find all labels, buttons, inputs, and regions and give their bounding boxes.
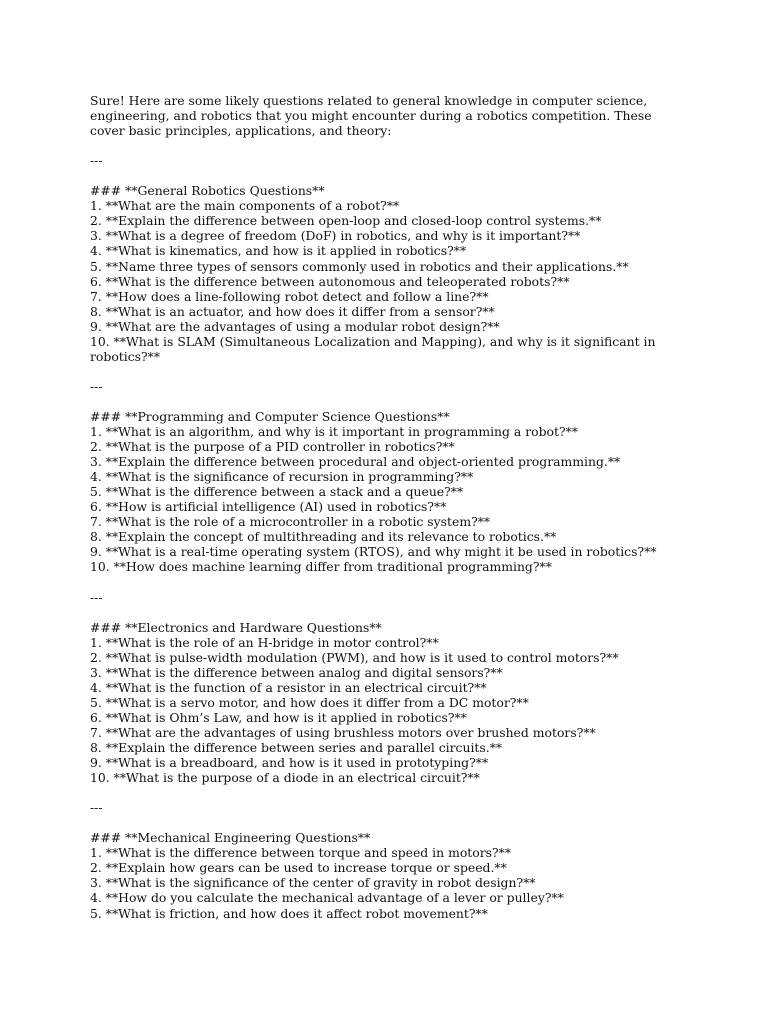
blank-line [90,138,680,153]
section-heading: ### **Mechanical Engineering Questions** [90,830,371,846]
section-heading: ### **General Robotics Questions** [90,183,325,199]
intro-paragraph [90,93,680,138]
question-line: 3. **Explain the difference between procedural and object-oriented programming.** [90,454,621,470]
question-line: 1. **What is an algorithm, and why is it important in programming a robot?** [90,424,579,440]
question-line: robotics?** [90,348,161,364]
blank-line [90,605,680,620]
section-mechanical-engineering [90,830,680,920]
question-line: 1. **What is the difference between torque and speed in motors?** [90,845,512,861]
section-general-robotics [90,183,680,364]
question-line: 7. **What are the advantages of using brushless motors over brushed motors?** [90,724,596,740]
question-line: 8. **Explain the concept of multithreading and its relevance to robotics.** [90,529,557,545]
question-line: 5. **What is the difference between a stack and a queue?** [90,484,464,500]
question-line: 9. **What are the advantages of using a modular robot design?** [90,318,500,334]
question-line: 7. **What is the role of a microcontroller in a robotic system?** [90,514,491,530]
question-line: 6. **What is the difference between autonomous and teleoperated robots?** [90,273,570,289]
question-line: 2. **What is pulse-width modulation (PWM), and how is it used to control motors?** [90,649,619,665]
question-line: 9. **What is a breadboard, and how is it used in prototyping?** [90,755,489,771]
separator: --- [90,378,103,394]
question-line: 3. **What is the significance of the center of gravity in robot design?** [90,875,536,891]
question-line: 1. **What is the role of an H-bridge in motor control?** [90,634,439,650]
intro-line: engineering, and robotics that you might encounter during a robotics competition. These [90,108,652,124]
question-line: 10. **What is the purpose of a diode in an electrical circuit?** [90,770,480,786]
question-line: 5. **What is a servo motor, and how does it differ from a DC motor?** [90,694,529,710]
question-line: 3. **What is a degree of freedom (DoF) in robotics, and why is it important?** [90,228,581,244]
document-body [90,93,680,921]
question-line: 10. **How does machine learning differ from traditional programming?** [90,559,552,575]
blank-line [90,575,680,590]
intro-line: Sure! Here are some likely questions related to general knowledge in computer science, [90,93,648,108]
separator: --- [90,800,103,816]
section-heading: ### **Electronics and Hardware Questions** [90,619,382,635]
question-line: 4. **How do you calculate the mechanical advantage of a lever or pulley?** [90,890,564,906]
question-line: 5. **Name three types of sensors commonly used in robotics and their applications.** [90,258,629,274]
blank-line [90,394,680,409]
question-line: 7. **How does a line-following robot detect and follow a line?** [90,288,489,304]
question-line: 6. **What is Ohm’s Law, and how is it applied in robotics?** [90,709,467,725]
question-line: 2. **What is the purpose of a PID controller in robotics?** [90,439,455,455]
question-line: 8. **What is an actuator, and how does it differ from a sensor?** [90,303,495,319]
question-line: 5. **What is friction, and how does it affect robot movement?** [90,905,488,921]
blank-line [90,364,680,379]
intro-line: cover basic principles, applications, and theory: [90,123,392,139]
question-line: 6. **How is artificial intelligence (AI) used in robotics?** [90,499,447,515]
question-line: 4. **What is the significance of recursion in programming?** [90,469,474,485]
section-electronics-hardware [90,620,680,786]
question-line: 4. **What is the function of a resistor in an electrical circuit?** [90,679,487,695]
question-line: 1. **What are the main components of a robot?** [90,198,400,214]
question-line: 10. **What is SLAM (Simultaneous Localization and Mapping), and why is it significant in [90,333,656,349]
blank-line [90,815,680,830]
question-line: 3. **What is the difference between analog and digital sensors?** [90,664,503,680]
blank-line [90,168,680,183]
question-line: 8. **Explain the difference between series and parallel circuits.** [90,740,503,756]
section-programming-cs [90,409,680,575]
section-heading: ### **Programming and Computer Science Questions** [90,408,450,424]
question-line: 9. **What is a real-time operating system (RTOS), and why might it be used in robotics?** [90,544,657,560]
question-line: 2. **Explain the difference between open-loop and closed-loop control systems.** [90,213,602,229]
separator: --- [90,589,103,605]
separator: --- [90,153,103,169]
question-line: 2. **Explain how gears can be used to increase torque or speed.** [90,860,507,876]
blank-line [90,785,680,800]
question-line: 4. **What is kinematics, and how is it applied in robotics?** [90,243,467,259]
